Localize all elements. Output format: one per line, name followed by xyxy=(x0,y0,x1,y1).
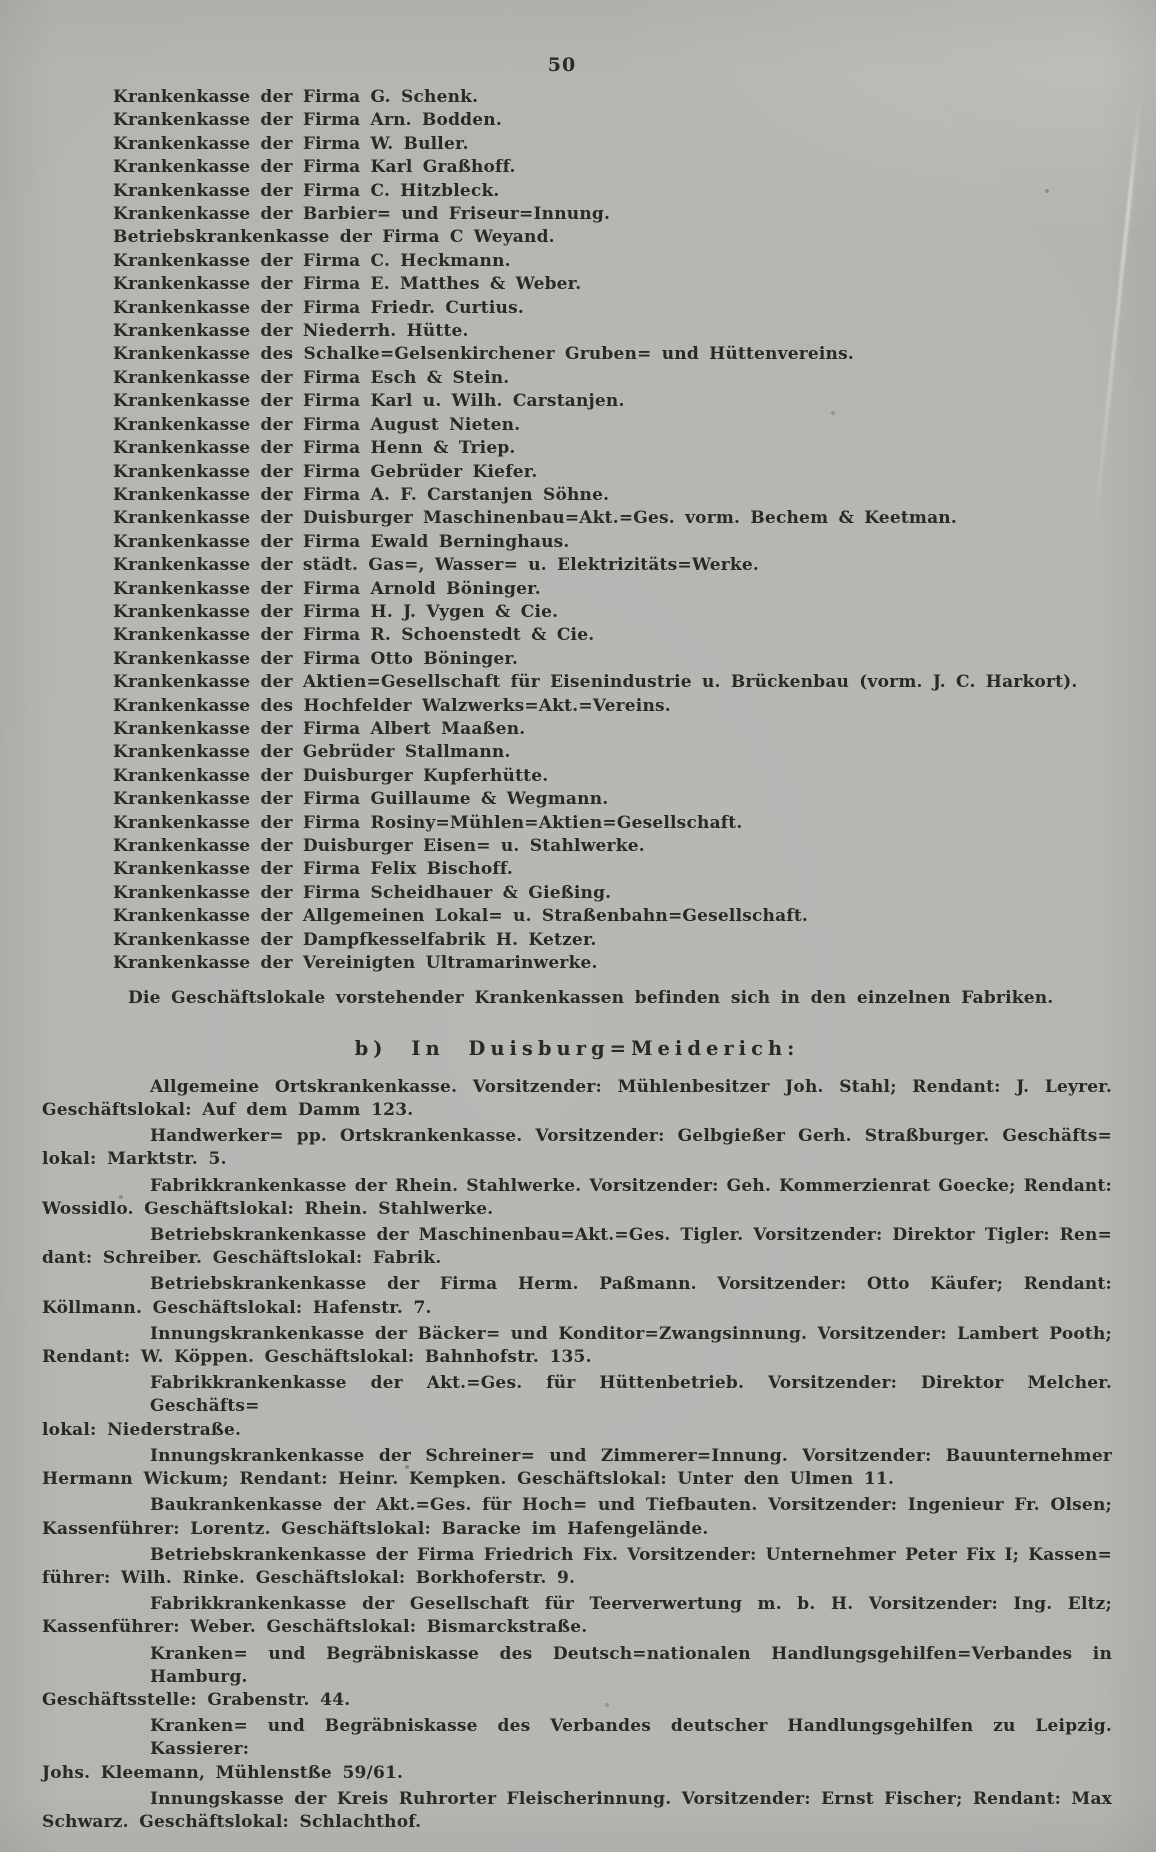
list-item: Krankenkasse der Firma A. F. Carstanjen Söhne. xyxy=(113,484,610,505)
list-item: Krankenkasse der Firma Otto Böninger. xyxy=(113,648,519,669)
paragraph-first-line: Innungskasse der Kreis Ruhrorter Fleischerinnung. Vorsitzender: Ernst Fischer; Rendant: Max xyxy=(150,1788,1112,1809)
paragraph-continuation-line: führer: Wilh. Rinke. Geschäftslokal: Borkhoferstr. 9. xyxy=(42,1567,576,1588)
paragraph xyxy=(42,1372,1112,1442)
list-item: Krankenkasse der städt. Gas=, Wasser= u. Elektrizitäts=Werke. xyxy=(113,555,760,576)
text-block xyxy=(42,86,1112,1834)
paragraph xyxy=(42,1125,1112,1171)
paragraph-continuation-line: Rendant: W. Köppen. Geschäftslokal: Bahnhofstr. 135. xyxy=(42,1347,592,1368)
list-item: Krankenkasse der Duisburger Maschinenbau=Akt.=Ges. vorm. Bechem & Keetman. xyxy=(113,508,957,529)
list-item: Krankenkasse der Firma E. Matthes & Weber. xyxy=(113,274,582,295)
list-item: Krankenkasse der Firma Ewald Berninghaus. xyxy=(113,531,570,552)
paragraph-continuation-line: lokal: Marktstr. 5. xyxy=(42,1149,227,1170)
list-item: Krankenkasse der Duisburger Kupferhütte. xyxy=(113,765,549,786)
list-item: Krankenkasse der Vereinigten Ultramarinwerke. xyxy=(113,953,598,974)
list-item: Krankenkasse der Firma Rosiny=Mühlen=Aktien=Gesellschaft. xyxy=(113,812,743,833)
paragraph xyxy=(42,1323,1112,1369)
closing-note: Die Geschäftslokale vorstehender Krankenkassen befinden sich in den einzelnen Fabriken. xyxy=(128,988,1054,1009)
list-item: Krankenkasse der Firma Karl Graßhoff. xyxy=(113,157,516,178)
paragraph-first-line: Innungskrankenkasse der Bäcker= und Konditor=Zwangsinnung. Vorsitzender: Lambert Pooth; xyxy=(150,1323,1112,1344)
paragraph-continuation-line: Schwarz. Geschäftslokal: Schlachthof. xyxy=(42,1811,422,1832)
paragraph xyxy=(42,1715,1112,1785)
paragraph xyxy=(42,1445,1112,1491)
paragraph xyxy=(42,1175,1112,1221)
list-item: Krankenkasse der Firma Arnold Böninger. xyxy=(113,578,541,599)
paragraph-first-line: Betriebskrankenkasse der Firma Herm. Paßmann. Vorsitzender: Otto Käufer; Rendant: xyxy=(150,1274,1112,1295)
paragraph-continuation-line: Hermann Wickum; Rendant: Heinr. Kempken. Geschäftslokal: Unter den Ulmen 11. xyxy=(42,1469,895,1490)
paragraph-first-line: Fabrikkrankenkasse der Akt.=Ges. für Hüttenbetrieb. Vorsitzender: Direktor Melcher. Geschäfts= xyxy=(150,1373,1112,1417)
paragraph-continuation-line: Köllmann. Geschäftslokal: Hafenstr. 7. xyxy=(42,1297,432,1318)
list-item: Krankenkasse der Firma Esch & Stein. xyxy=(113,367,510,388)
paragraph-first-line: Betriebskrankenkasse der Firma Friedrich Fix. Vorsitzender: Unternehmer Peter Fix I; Kassen= xyxy=(150,1544,1112,1565)
list-item: Krankenkasse der Firma Karl u. Wilh. Carstanjen. xyxy=(113,391,625,412)
paragraph xyxy=(42,1494,1112,1540)
section-b-heading: b) In Duisburg=Meiderich: xyxy=(354,1036,800,1060)
list-item: Krankenkasse des Schalke=Gelsenkirchener Gruben= und Hüttenvereins. xyxy=(113,344,854,365)
paper-specks xyxy=(0,0,2,2)
list-item: Krankenkasse der Firma C. Hitzbleck. xyxy=(113,180,500,201)
list-item: Krankenkasse der Firma Arn. Bodden. xyxy=(113,110,502,131)
list-item: Krankenkasse der Firma Henn & Triep. xyxy=(113,438,516,459)
list-item: Krankenkasse der Firma Friedr. Curtius. xyxy=(113,297,524,318)
list-item: Krankenkasse der Firma Felix Bischoff. xyxy=(113,859,513,880)
paragraph-continuation-line: Johs. Kleemann, Mühlenstße 59/61. xyxy=(42,1762,404,1783)
list-item: Krankenkasse der Gebrüder Stallmann. xyxy=(113,742,511,763)
paragraph xyxy=(42,1273,1112,1319)
paragraph-continuation-line: Geschäftsstelle: Grabenstr. 44. xyxy=(42,1689,351,1710)
paragraph-first-line: Handwerker= pp. Ortskrankenkasse. Vorsitzender: Gelbgießer Gerh. Straßburger. Geschäfts= xyxy=(150,1126,1112,1147)
paragraph-continuation-line: Kassenführer: Lorentz. Geschäftslokal: Baracke im Hafengelände. xyxy=(42,1518,709,1539)
paragraph-first-line: Innungskrankenkasse der Schreiner= und Zimmerer=Innung. Vorsitzender: Bauunternehmer xyxy=(150,1445,1112,1466)
paragraph-continuation-line: Wossidlo. Geschäftslokal: Rhein. Stahlwerke. xyxy=(42,1198,494,1219)
list-item: Krankenkasse der Firma H. J. Vygen & Cie. xyxy=(113,601,559,622)
paragraph-first-line: Kranken= und Begräbniskasse des Deutsch=nationalen Handlungsgehilfen=Verbandes in Hamburg. xyxy=(150,1643,1112,1687)
paragraph xyxy=(42,1593,1112,1639)
paragraph-first-line: Allgemeine Ortskrankenkasse. Vorsitzender: Mühlenbesitzer Joh. Stahl; Rendant: J. Leyrer. xyxy=(150,1076,1112,1097)
list-item: Krankenkasse der Aktien=Gesellschaft für Eisenindustrie u. Brückenbau (vorm. J. C. Harkort). xyxy=(113,672,1078,693)
list-item: Betriebskrankenkasse der Firma C Weyand. xyxy=(113,227,555,248)
paragraph-first-line: Kranken= und Begräbniskasse des Verbandes deutscher Handlungsgehilfen zu Leipzig. Kassierer: xyxy=(150,1716,1112,1760)
paragraph-continuation-line: Geschäftslokal: Auf dem Damm 123. xyxy=(42,1100,414,1121)
list-item: Krankenkasse der Niederrh. Hütte. xyxy=(113,321,469,342)
krankenkassen-list xyxy=(113,86,1112,975)
paragraph-first-line: Baukrankenkasse der Akt.=Ges. für Hoch= und Tiefbauten. Vorsitzender: Ingenieur Fr. Olsen; xyxy=(150,1495,1112,1516)
paragraph-first-line: Betriebskrankenkasse der Maschinenbau=Akt.=Ges. Tigler. Vorsitzender: Direktor Tigler: Ren= xyxy=(150,1225,1112,1246)
list-item: Krankenkasse der Firma C. Heckmann. xyxy=(113,250,511,271)
list-item: Krankenkasse der Firma Albert Maaßen. xyxy=(113,718,526,739)
paragraph xyxy=(42,1788,1112,1834)
list-item: Krankenkasse der Firma Gebrüder Kiefer. xyxy=(113,461,538,482)
paragraph-first-line: Fabrikkrankenkasse der Gesellschaft für Teerverwertung m. b. H. Vorsitzender: Ing. Eltz; xyxy=(150,1594,1112,1615)
list-item: Krankenkasse der Firma R. Schoenstedt & Cie. xyxy=(113,625,595,646)
list-item: Krankenkasse der Firma W. Buller. xyxy=(113,133,469,154)
paragraph xyxy=(42,1544,1112,1590)
list-item: Krankenkasse des Hochfelder Walzwerks=Akt.=Vereins. xyxy=(113,695,671,716)
section-b-paragraphs xyxy=(42,1076,1112,1834)
page-number: 50 xyxy=(547,54,577,76)
paragraph-continuation-line: dant: Schreiber. Geschäftslokal: Fabrik. xyxy=(42,1248,442,1269)
paragraph xyxy=(42,1643,1112,1713)
list-item: Krankenkasse der Firma Scheidhauer & Gießing. xyxy=(113,882,612,903)
list-item: Krankenkasse der Allgemeinen Lokal= u. Straßenbahn=Gesellschaft. xyxy=(113,906,809,927)
paragraph xyxy=(42,1076,1112,1122)
list-item: Krankenkasse der Firma August Nieten. xyxy=(113,414,521,435)
paragraph-continuation-line: lokal: Niederstraße. xyxy=(42,1419,242,1440)
paragraph xyxy=(42,1224,1112,1270)
list-item: Krankenkasse der Firma G. Schenk. xyxy=(113,87,479,107)
paragraph-continuation-line: Kassenführer: Weber. Geschäftslokal: Bismarckstraße. xyxy=(42,1617,588,1638)
list-item: Krankenkasse der Dampfkesselfabrik H. Ketzer. xyxy=(113,929,597,950)
list-item: Krankenkasse der Firma Guillaume & Wegmann. xyxy=(113,789,609,810)
list-item: Krankenkasse der Barbier= und Friseur=Innung. xyxy=(113,204,611,225)
list-item: Krankenkasse der Duisburger Eisen= u. Stahlwerke. xyxy=(113,836,645,856)
paragraph-first-line: Fabrikkrankenkasse der Rhein. Stahlwerke. Vorsitzender: Geh. Kommerzienrat Goecke; Rendant: xyxy=(150,1175,1112,1196)
